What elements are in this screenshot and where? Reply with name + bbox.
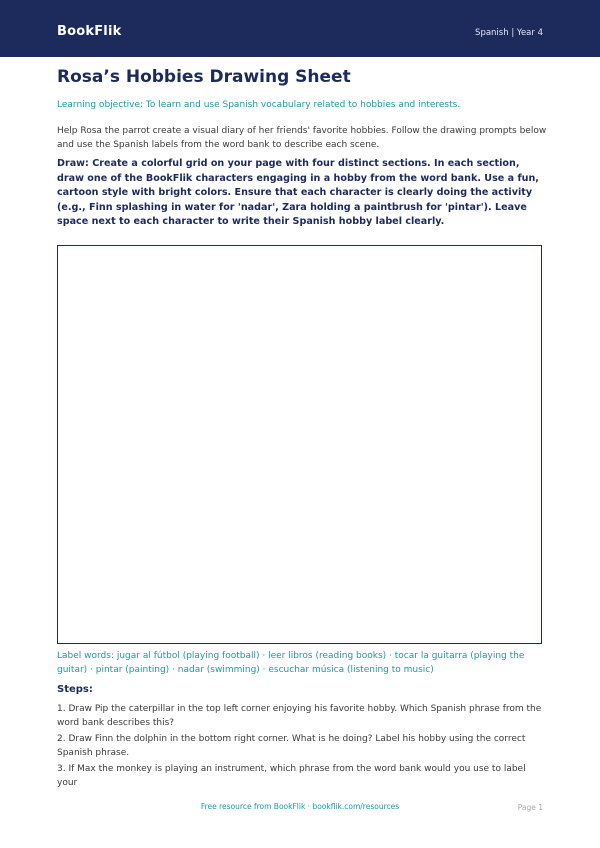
page-number: Page 1 bbox=[517, 803, 543, 812]
subject-year-label: Spanish | Year 4 bbox=[475, 28, 543, 38]
step-item: 2. Draw Finn the dolphin in the bottom right corner. What is he doing? Label his hobby using the correct Spanish phrase. bbox=[57, 734, 526, 758]
steps-list bbox=[57, 702, 547, 788]
page-title: Rosa’s Hobbies Drawing Sheet bbox=[57, 67, 351, 87]
drawing-area[interactable] bbox=[57, 245, 542, 644]
label-words: Label words: jugar al fútbol (playing football) · leer libros (reading books) · tocar la guitarra (playing the guitar) · pintar (painting) · nadar (swimming) · escuchar música (listening to music) bbox=[57, 651, 525, 675]
intro-text: Help Rosa the parrot create a visual diary of her friends' favorite hobbies. Follow the drawing prompts below and use the Spanish labels from the word bank to describe each scene. bbox=[57, 126, 547, 150]
learning-objective: Learning objective: To learn and use Spanish vocabulary related to hobbies and interests. bbox=[57, 100, 461, 110]
step-item: 3. If Max the monkey is playing an instrument, which phrase from the word bank would you use to label your bbox=[57, 764, 526, 788]
brand-logo: BookFlik bbox=[57, 24, 122, 39]
step-item: 1. Draw Pip the caterpillar in the top left corner enjoying his favorite hobby. Which Spanish phrase from the word bank describes this? bbox=[57, 704, 542, 728]
draw-prompt: Draw: Create a colorful grid on your page with four distinct sections. In each section, draw one of the BookFlik characters engaging in a hobby from the word bank. Use a fun, cartoon style with bright colors. Ensure that each character is clearly doing the activity (e.g., Finn splashing in water for 'nadar', Zara holding a paintbrush for 'pintar'). Leave space next to each character to write their Spanish hobby label clearly. bbox=[57, 158, 539, 228]
header-bar bbox=[0, 0, 600, 57]
footer-link[interactable]: Free resource from BookFlik · bookflik.com/resources bbox=[200, 802, 400, 811]
steps-heading: Steps: bbox=[57, 684, 93, 695]
